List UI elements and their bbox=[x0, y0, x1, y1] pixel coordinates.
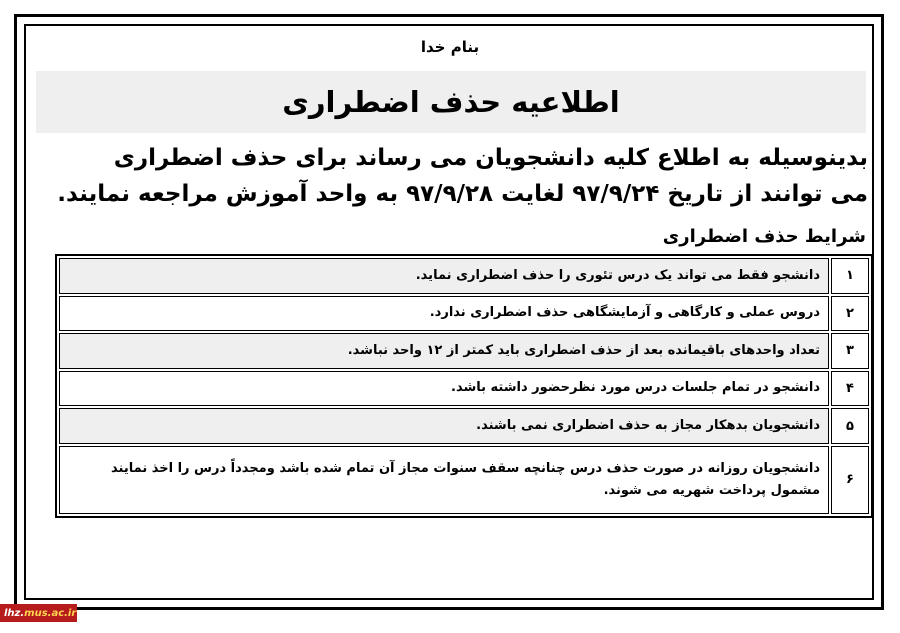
row-number: ۴ bbox=[831, 371, 869, 407]
row-number: ۲ bbox=[831, 296, 869, 332]
row-text: دانشجو فقط می تواند یک درس تئوری را حذف اضطراری نماید. bbox=[59, 258, 829, 294]
announcement-line-2: می توانند از تاریخ ۹۷/۹/۲۴ لغایت ۹۷/۹/۲۸ به واحد آموزش مراجعه نمایند. bbox=[57, 181, 868, 207]
row-text: تعداد واحدهای باقیمانده بعد از حذف اضطراری باید کمتر از ۱۲ واحد نباشد. bbox=[59, 333, 829, 369]
table-row bbox=[59, 258, 869, 294]
table-row bbox=[59, 296, 869, 332]
table-row bbox=[59, 371, 869, 407]
table-row bbox=[59, 446, 869, 514]
table-row bbox=[59, 408, 869, 444]
row-text: دانشجو در تمام جلسات درس مورد نظرحضور داشته باشد. bbox=[59, 371, 829, 407]
bismillah-heading: بنام خدا bbox=[420, 38, 480, 56]
title-banner bbox=[36, 71, 866, 133]
table-row bbox=[59, 333, 869, 369]
site-watermark bbox=[0, 604, 77, 622]
row-text: دروس عملی و کارگاهی و آزمایشگاهی حذف اضطراری ندارد. bbox=[59, 296, 829, 332]
announcement-text bbox=[36, 140, 868, 212]
announcement-line-1: بدینوسیله به اطلاع کلیه دانشجویان می رساند برای حذف اضطراری bbox=[113, 145, 868, 171]
row-number: ۱ bbox=[831, 258, 869, 294]
row-text: دانشجویان روزانه در صورت حذف درس چنانچه سقف سنوات مجاز آن تمام شده باشد ومجدداً درس را اخذ نمایند مشمول پرداخت شهریه می شوند. bbox=[59, 446, 829, 514]
row-number: ۵ bbox=[831, 408, 869, 444]
site-domain: mus.ac.ir bbox=[24, 607, 77, 619]
page-title: اطلاعیه حذف اضطراری bbox=[282, 85, 620, 119]
site-prefix: lhz. bbox=[4, 607, 25, 619]
conditions-table bbox=[55, 254, 873, 518]
conditions-heading: شرایط حذف اضطراری bbox=[662, 226, 866, 247]
row-number: ۶ bbox=[831, 446, 869, 514]
row-text: دانشجویان بدهکار مجاز به حذف اضطراری نمی باشند. bbox=[59, 408, 829, 444]
row-number: ۳ bbox=[831, 333, 869, 369]
